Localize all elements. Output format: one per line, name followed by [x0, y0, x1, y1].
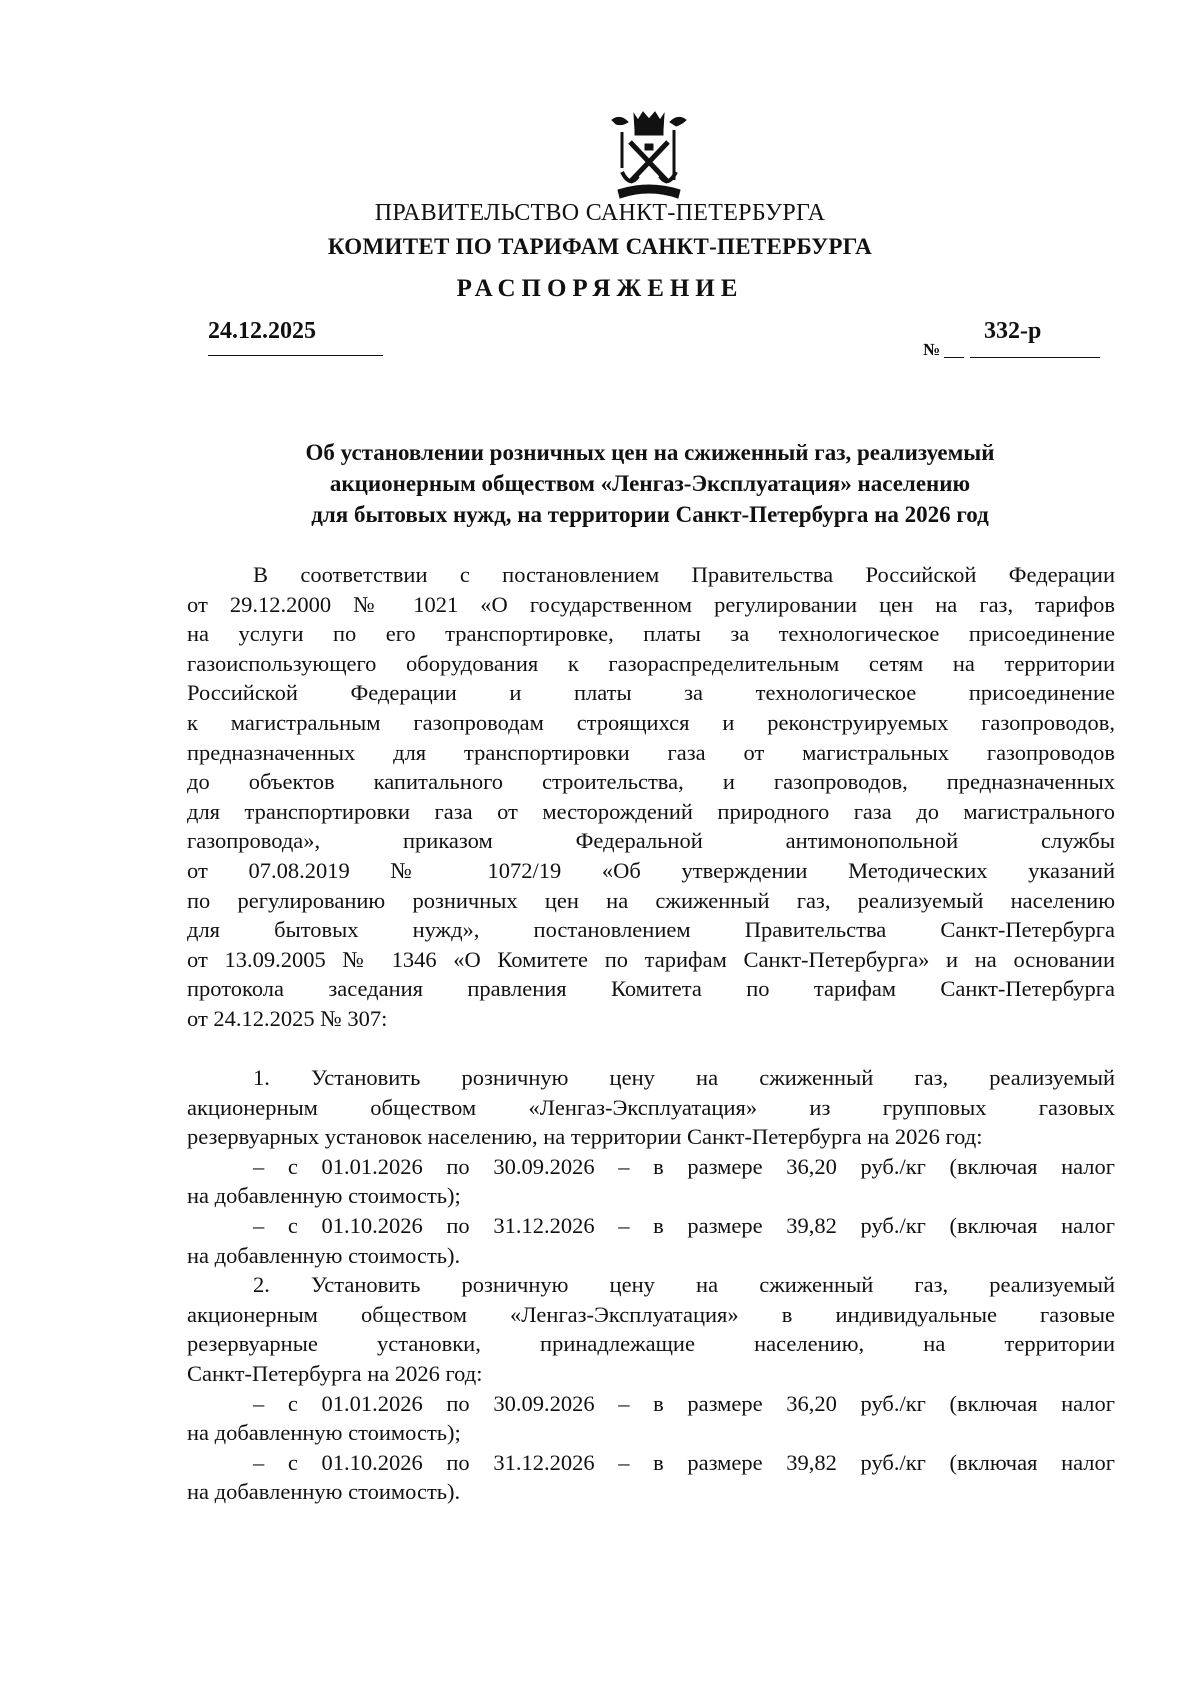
- title-line: для бытовых нужд, на территории Санкт-Петербурга на 2026 год: [311, 502, 989, 527]
- preamble-line: на услуги по его транспортировке, платы за технологическое присоединение: [187, 621, 1115, 647]
- committee-name: КОМИТЕТ ПО ТАРИФАМ САНКТ-ПЕТЕРБУРГА: [327, 234, 873, 259]
- government-name: ПРАВИТЕЛЬСТВО САНКТ-ПЕТЕРБУРГА: [374, 200, 826, 226]
- item-line: 1. Установить розничную цену на сжиженный газ, реализуемый: [253, 1065, 1115, 1091]
- document-number: 332-р: [984, 318, 1042, 344]
- document-type: РАСПОРЯЖЕНИЕ: [456, 275, 744, 302]
- document-body: [187, 560, 1115, 1507]
- price-period-line: – с 01.01.2026 по 30.09.2026 – в размере 36,20 руб./кг (включая налог: [253, 1390, 1115, 1416]
- preamble-line: от 24.12.2025 № 307:: [187, 1005, 388, 1031]
- date-underline: [208, 355, 383, 356]
- item-2: [187, 1270, 1115, 1507]
- number-dash: [944, 357, 964, 358]
- number-underline: [970, 357, 1100, 358]
- item-line: резервуарные установки, принадлежащие населению, на территории: [187, 1331, 1115, 1357]
- preamble-line: предназначенных для транспортировки газа от магистральных газопроводов: [187, 739, 1115, 765]
- preamble-line: от 07.08.2019 № 1072/19 «Об утверждении Методических указаний: [187, 857, 1115, 883]
- item-1: [187, 1063, 1115, 1270]
- item-line: резервуарных установок населению, на территории Санкт-Петербурга на 2026 год:: [187, 1124, 983, 1150]
- preamble-line: для бытовых нужд», постановлением Правительства Санкт-Петербурга: [187, 917, 1115, 943]
- preamble-line: протокола заседания правления Комитета по тарифам Санкт-Петербурга: [187, 976, 1115, 1002]
- preamble-line: до объектов капитального строительства, и газопроводов, предназначенных: [187, 769, 1115, 795]
- item-line: 2. Установить розничную цену на сжиженный газ, реализуемый: [253, 1272, 1115, 1298]
- document-date: 24.12.2025: [208, 318, 316, 344]
- price-period-line: на добавленную стоимость);: [187, 1183, 461, 1209]
- document-title: [190, 437, 1110, 530]
- preamble-line: газоиспользующего оборудования к газораспределительным сетям на территории: [187, 650, 1115, 676]
- preamble-line: к магистральным газопроводам строящихся и реконструируемых газопроводов,: [187, 709, 1115, 735]
- coat-of-arms-icon: [608, 110, 690, 200]
- price-period-line: на добавленную стоимость).: [187, 1479, 461, 1505]
- preamble-line: по регулированию розничных цен на сжиженный газ, реализуемый населению: [187, 887, 1115, 913]
- price-period-line: – с 01.10.2026 по 31.12.2026 – в размере 39,82 руб./кг (включая налог: [253, 1213, 1115, 1239]
- preamble-line: В соответствии с постановлением Правительства Российской Федерации: [253, 562, 1115, 587]
- price-period-line: – с 01.01.2026 по 30.09.2026 – в размере 36,20 руб./кг (включая налог: [253, 1153, 1115, 1179]
- preamble-line: газопровода», приказом Федеральной антимонопольной службы: [187, 828, 1115, 854]
- number-sign: №: [923, 340, 941, 359]
- preamble-line: от 13.09.2005 № 1346 «О Комитете по тарифам Санкт-Петербурга» и на основании: [187, 946, 1115, 972]
- preamble-line: для транспортировки газа от месторождений природного газа до магистрального: [187, 798, 1115, 824]
- preamble: [187, 560, 1115, 1034]
- price-period-line: на добавленную стоимость);: [187, 1420, 461, 1446]
- price-period-line: – с 01.10.2026 по 31.12.2026 – в размере 39,82 руб./кг (включая налог: [253, 1449, 1115, 1475]
- item-line: акционерным обществом «Ленгаз-Эксплуатация» в индивидуальные газовые: [187, 1301, 1115, 1327]
- item-line: Санкт-Петербурга на 2026 год:: [187, 1361, 483, 1387]
- title-line: акционерным обществом «Ленгаз-Эксплуатация» населению: [329, 471, 971, 496]
- preamble-line: Российской Федерации и платы за технологическое присоединение: [187, 680, 1115, 706]
- title-line: Об установлении розничных цен на сжиженный газ, реализуемый: [305, 440, 995, 465]
- preamble-line: от 29.12.2000 № 1021 «О государственном регулировании цен на газ, тарифов: [187, 591, 1115, 617]
- item-line: акционерным обществом «Ленгаз-Эксплуатация» из групповых газовых: [187, 1094, 1115, 1120]
- price-period-line: на добавленную стоимость).: [187, 1242, 461, 1268]
